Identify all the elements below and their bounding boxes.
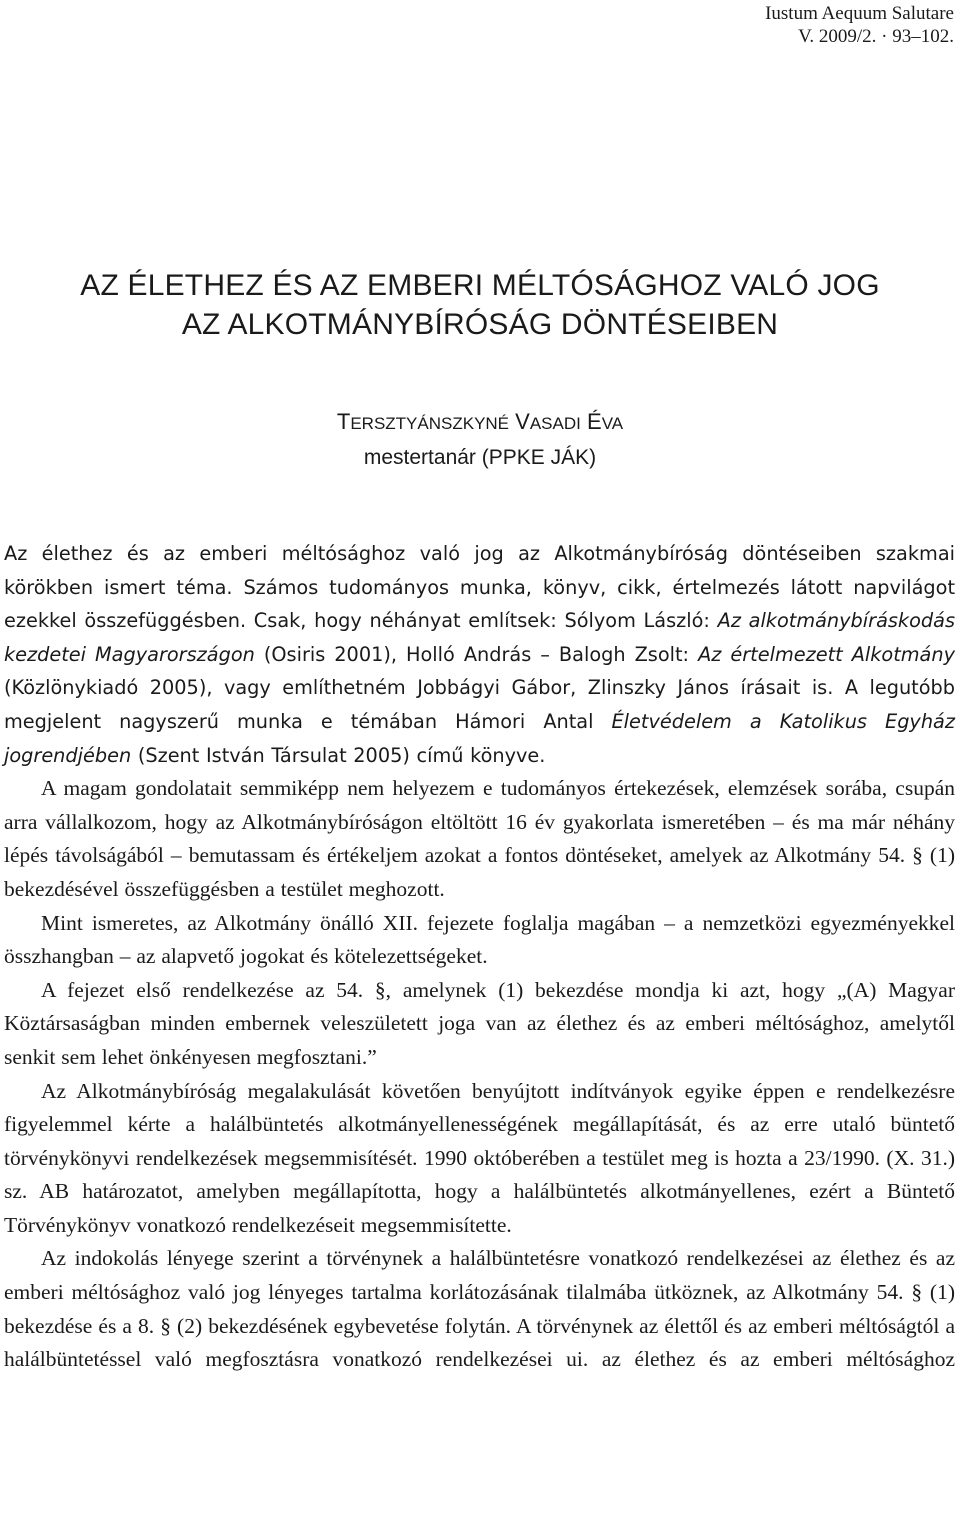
abstract-text-3: (Közlönykiadó 2005), vagy említhetném Jobbágyi Gábor, Zlinszky János írásait is. A legutóbb megjelent nagyszerű munka e témában Hámori Antal — [4, 676, 955, 733]
author-name-initial-2: V — [515, 409, 530, 434]
author-name-part-2: ASADI — [529, 414, 581, 433]
journal-name: Iustum Aequum Salutare — [765, 3, 954, 24]
body-paragraph-4: Az Alkotmánybíróság megalakulását követően benyújtott indítványok egyike éppen e rendelkezésre figyelemmel kérte a halálbüntetés alkotmányellenességének megállapítását, és az erre utaló büntető törvénykönyvi rendelkezések megsemmisítését. 1990 októberében a testület meg is hozta a 23/1990. (X. 31.) sz. AB határozatot, amelyben megállapította, hogy a halálbüntetés alkotmányellenes, ezért a Büntető Törvénykönyv vonatkozó rendelkezéseit megsemmisítette. — [4, 1078, 955, 1237]
cited-work-3: Életvédelem a Katolikus Egyház jogrendjében — [4, 709, 955, 767]
body-paragraph-5: Az indokolás lényege szerint a törvénynek a halálbüntetésre vonatkozó rendelkezései az élethez és az emberi méltósághoz való jog lényeges tartalma korlátozásának tilalmába ütköznek, az Alkotmány 54. § (1) bekezdése és a 8. § (2) bekezdésének egybevetése folytán. A törvénynek az élettől és az emberi méltóságtól a halálbüntetéssel való megfosztásra vonatkozó rendelkezései ui. az élethez és az emberi méltósághoz — [4, 1246, 955, 1372]
cited-work-1: Az alkotmánybíráskodás kezdetei Magyarországon — [4, 609, 955, 666]
abstract-text-2: (Osiris 2001), Holló András – Balogh Zsolt: — [254, 642, 699, 666]
article-title-line-1: AZ ÉLETHEZ ÉS AZ EMBERI MÉLTÓSÁGHOZ VALÓ JOG — [80, 269, 880, 302]
journal-header — [765, 2, 954, 48]
abstract-text-4: (Szent István Társulat 2005) című könyve. — [131, 743, 546, 767]
author-name-initial-1: T — [336, 409, 351, 434]
author-name-initial-3: É — [587, 409, 602, 434]
author-affiliation: mestertanár (PPKE JÁK) — [363, 446, 597, 469]
body-paragraph-1: A magam gondolatait semmiképp nem helyezem e tudományos értekezések, elemzések sorába, csupán arra vállalkozom, hogy az Alkotmánybíróságon eltöltött 16 év gyakorlata ismeretében – és ma már néhány lépés távolságából – bemutassam és értékeljem azokat a fontos döntéseket, amelyek az Alkotmány 54. § (1) bekezdésével összefüggésben a testület meghozott. — [4, 776, 955, 901]
body-paragraph-2: Mint ismeretes, az Alkotmány önálló XII. fejezete foglalja magában – a nemzetközi egyezményekkel összhangban – az alapvető jogokat és kötelezettségeket. — [4, 910, 955, 969]
abstract-text-1: Az élethez és az emberi méltósághoz való jog az Alkotmánybíróság döntéseiben szakmai körökben ismert téma. Számos tudományos munka, könyv, cikk, értelmezés látott napvilágot ezekkel összefüggésben. Csak, hogy néhányat említsek: Sólyom László: — [4, 542, 955, 633]
cited-work-2: Az értelmezett Alkotmány — [698, 642, 956, 666]
author-name — [0, 405, 960, 441]
article-title-line-2: AZ ALKOTMÁNYBÍRÓSÁG DÖNTÉSEIBEN — [181, 308, 779, 341]
journal-issue: V. 2009/2. · 93–102. — [798, 26, 954, 47]
article-title — [0, 266, 960, 344]
body-paragraph-3: A fejezet első rendelkezése az 54. §, amelynek (1) bekezdése mondja ki azt, hogy „(A) Magyar Köztársaságban minden embernek veleszületett joga van az élethez és az emberi méltósághoz, amelytől senkit sem lehet önkényesen megfosztani.” — [4, 977, 955, 1069]
abstract-paragraph — [4, 537, 955, 772]
author-name-part-3: VA — [601, 414, 624, 433]
author-block — [0, 405, 960, 475]
author-name-part-1: ERSZTYÁNSZKYNÉ — [350, 414, 510, 433]
article-body — [4, 537, 955, 1377]
